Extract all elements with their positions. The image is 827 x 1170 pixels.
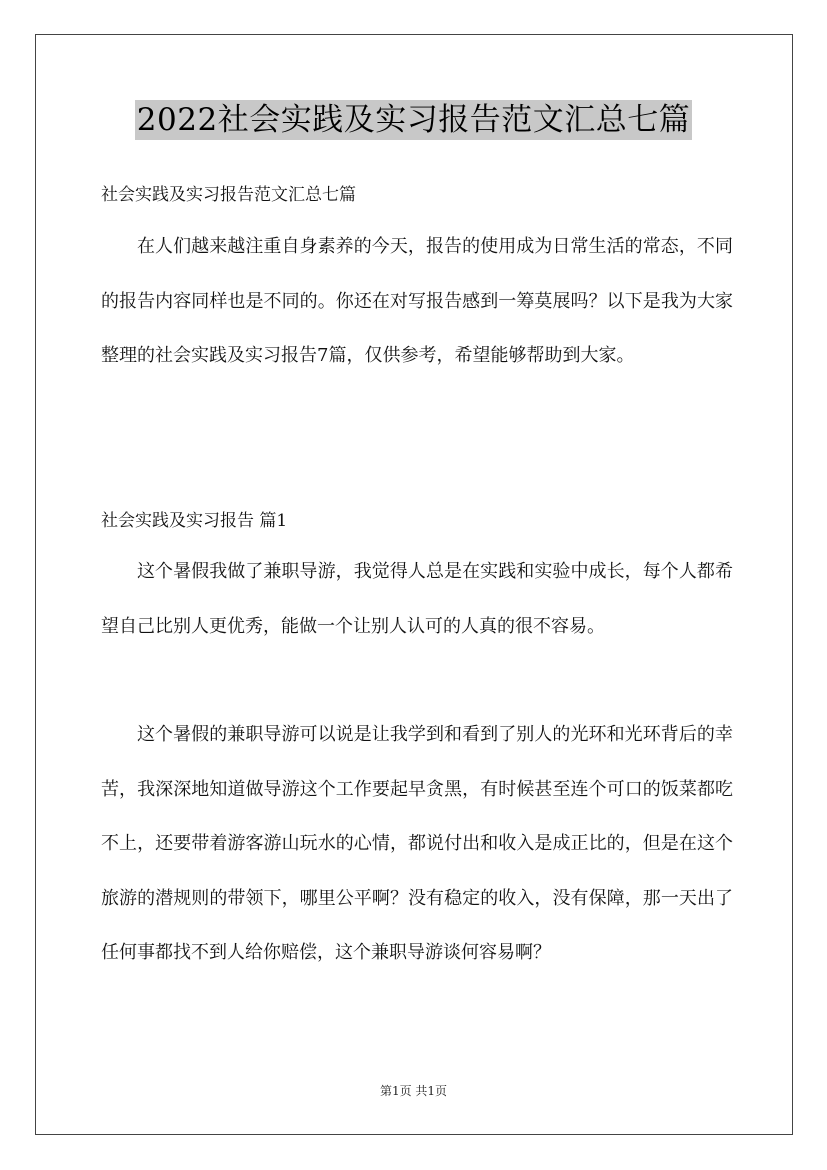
document-title: 2022社会实践及实习报告范文汇总七篇 [136,102,691,138]
page-footer: 第1页 共1页 [379,1084,448,1098]
section-heading: 社会实践及实习报告 篇1 [101,511,288,531]
document-subtitle: 社会实践及实习报告范文汇总七篇 [101,185,356,205]
body-paragraph-2: 这个暑假的兼职导游可以说是让我学到和看到了别人的光环和光环背后的幸苦，我深深地知道做导游这个工作要起早贪黑，有时候甚至连个可口的饭菜都吃不上，还要带着游客游山玩水的心情，都说付出和收入是成正比的，但是在这个旅游的潜规则的带领下，哪里公平啊？没有稳定的收入，没有保障，那一天出了任何事都找不到人给你赔偿，这个兼职导游谈何容易啊？ [101,724,733,963]
body-paragraph-1: 这个暑假我做了兼职导游，我觉得人总是在实践和实验中成长，每个人都希望自己比别人更优秀，能做一个让别人认可的人真的很不容易。 [101,561,733,637]
intro-paragraph: 在人们越来越注重自身素养的今天，报告的使用成为日常生活的常态，不同的报告内容同样也是不同的。你还在对写报告感到一筹莫展吗？以下是我为大家整理的社会实践及实习报告7篇，仅供参考，希望能够帮助到大家。 [101,236,733,366]
title-container [0,100,827,140]
